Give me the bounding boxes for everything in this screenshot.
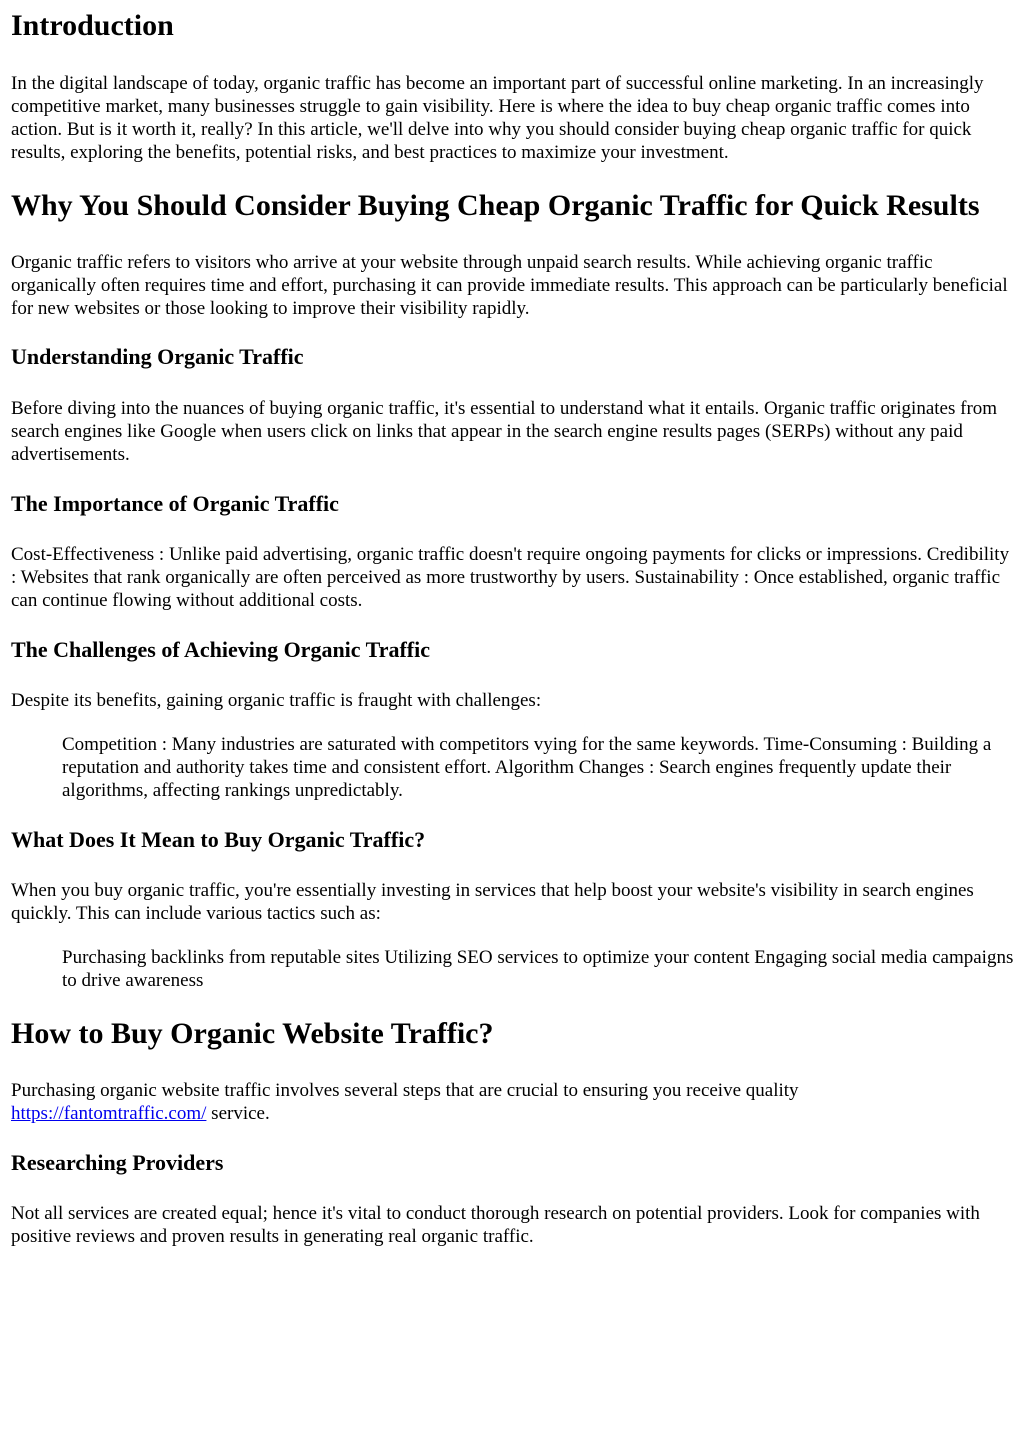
how-paragraph-start: Purchasing organic website traffic involves several steps that are crucial to ensuring you receive quality: [11, 1080, 799, 1101]
challenges-paragraph: Despite its benefits, gaining organic traffic is fraught with challenges:: [11, 690, 542, 711]
challenges-heading: The Challenges of Achieving Organic Traffic: [11, 637, 430, 662]
understanding-heading: Understanding Organic Traffic: [11, 344, 304, 369]
researching-paragraph: Not all services are created equal; hence it's vital to conduct thorough research on potential providers. Look for companies with positive reviews and proven results in generating real organic traffic.: [11, 1203, 980, 1247]
challenges-list: Competition : Many industries are saturated with competitors vying for the same keywords. Time-Consuming : Building a reputation and authority takes time and consistent effort. Algorithm Changes : Search engines frequently update their algorithms, affecting rankings unpredictably.: [62, 734, 992, 801]
why-paragraph: Organic traffic refers to visitors who arrive at your website through unpaid search results. While achieving organic traffic organically often requires time and effort, purchasing it can provide immediate results. This approach can be particularly beneficial for new websites or those looking to improve their visibility rapidly.: [11, 252, 1008, 319]
how-paragraph-end: service.: [206, 1103, 270, 1124]
understanding-paragraph: Before diving into the nuances of buying organic traffic, it's essential to understand what it entails. Organic traffic originates from search engines like Google when users click on links that appear in the search engine results pages (SERPs) without any paid advertisements.: [11, 398, 998, 465]
importance-heading: The Importance of Organic Traffic: [11, 491, 339, 516]
why-heading: Why You Should Consider Buying Cheap Organic Traffic for Quick Results: [11, 189, 980, 222]
how-heading: How to Buy Organic Website Traffic?: [11, 1017, 494, 1050]
researching-heading: Researching Providers: [11, 1150, 224, 1175]
fantomtraffic-link[interactable]: https://fantomtraffic.com/: [11, 1103, 207, 1124]
intro-heading: Introduction: [11, 9, 174, 42]
importance-paragraph: Cost-Effectiveness : Unlike paid advertising, organic traffic doesn't require ongoing payments for clicks or impressions. Credibility : Websites that rank organically are often perceived as more trustworthy by users. Sustainability : Once established, organic traffic can continue flowing without additional costs.: [11, 544, 1010, 611]
how-paragraph: [11, 1079, 1016, 1125]
what-paragraph: When you buy organic traffic, you're essentially investing in services that help boost your website's visibility in search engines quickly. This can include various tactics such as:: [11, 880, 974, 924]
what-heading: What Does It Mean to Buy Organic Traffic?: [11, 827, 426, 852]
what-list: Purchasing backlinks from reputable sites Utilizing SEO services to optimize your content Engaging social media campaigns to drive awareness: [62, 947, 1014, 991]
intro-paragraph: In the digital landscape of today, organic traffic has become an important part of successful online marketing. In an increasingly competitive market, many businesses struggle to gain visibility. Here is where the idea to buy cheap organic traffic comes into action. But is it worth it, really? In this article, we'll delve into why you should consider buying cheap organic traffic for quick results, exploring the benefits, potential risks, and best practices to maximize your investment.: [11, 73, 984, 163]
